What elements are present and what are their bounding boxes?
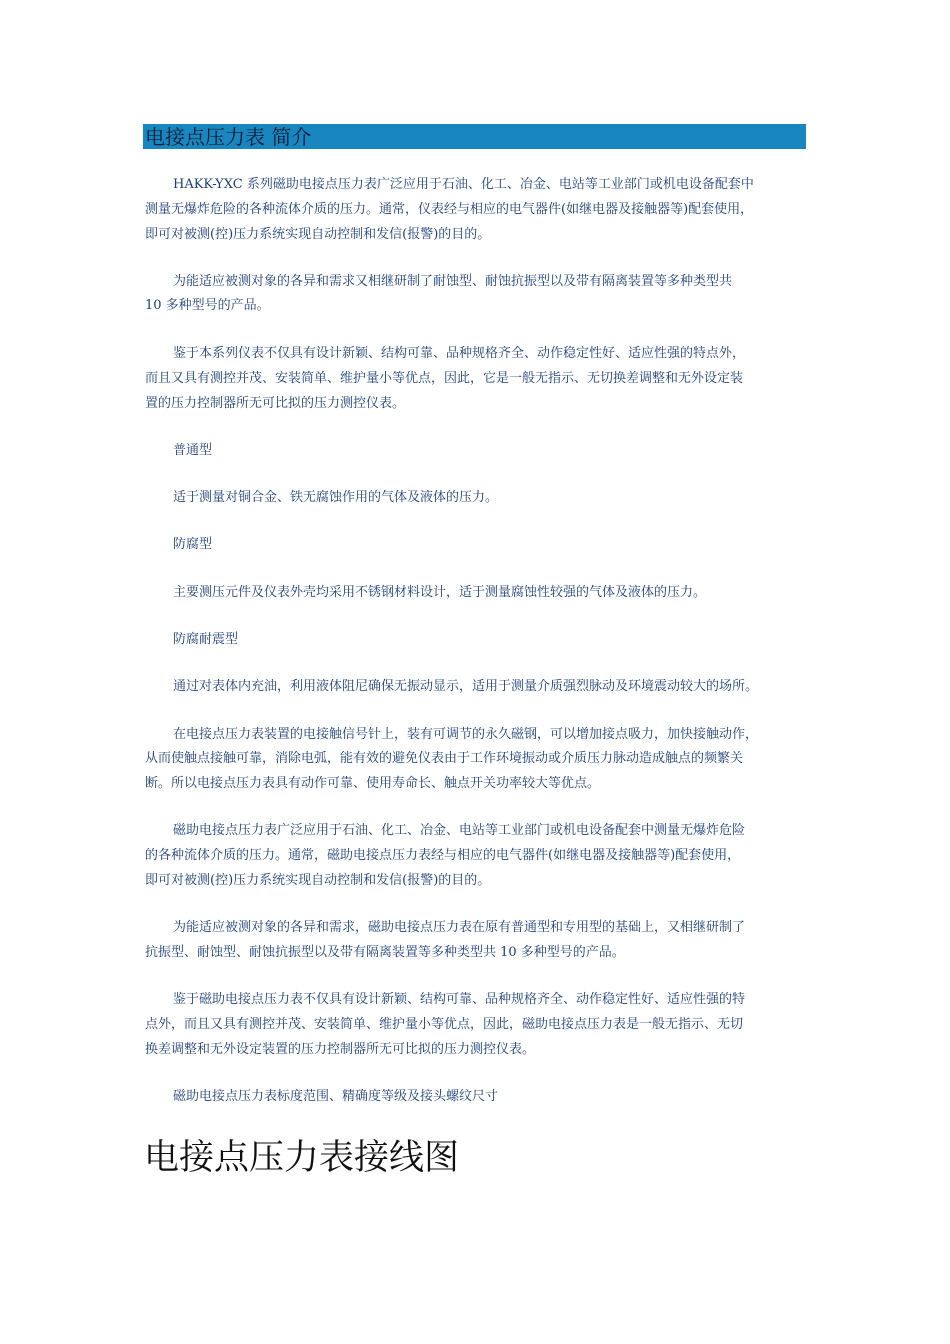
type-heading-anticorrosion: 防腐型 (173, 537, 213, 552)
paragraph-13-line-3: 换差调整和无外设定装置的压力控制器所无可比拟的压力测控仪表。 (145, 1042, 536, 1057)
paragraph-2-line-2: 10 多种型号的产品。 (145, 298, 270, 313)
type-heading-normal: 普通型 (173, 443, 213, 458)
wiring-diagram-heading: 电接点压力表接线图 (144, 1138, 460, 1178)
paragraph-3-line-2: 而且又具有测控并茂、安装简单、维护量小等优点，因此，它是一般无指示、无切换差调整和无外设定装 (145, 371, 744, 386)
paragraph-12-line-2: 抗振型、耐蚀型、耐蚀抗振型以及带有隔离装置等多种类型共 10 多种型号的产品。 (145, 945, 625, 960)
type-description-anticorrosion-shockproof: 通过对表体内充油，利用液体阻尼确保无振动显示，适用于测量介质强烈脉动及环境震动较大的场所。 (173, 679, 759, 694)
paragraph-11-line-1: 磁助电接点压力表广泛应用于石油、化工、冶金、电站等工业部门或机电设备配套中测量无爆炸危险 (173, 823, 746, 838)
paragraph-11-line-3: 即可对被测(控)压力系统实现自动控制和发信(报警)的目的。 (145, 873, 491, 888)
paragraph-1-line-1: HAKK-YXC 系列磁助电接点压力表广泛应用于石油、化工、冶金、电站等工业部门或机电设备配套中 (173, 177, 754, 192)
paragraph-12-line-1: 为能适应被测对象的各异和需求，磁助电接点压力表在原有普通型和专用型的基础上，又相继研制了 (173, 920, 746, 935)
paragraph-3-line-1: 鉴于本系列仪表不仅具有设计新颖、结构可靠、品种规格齐全、动作稳定性好、适应性强的特点外， (173, 346, 746, 361)
paragraph-1-line-2: 测量无爆炸危险的各种流体介质的压力。通常，仪表经与相应的电气器件(如继电器及接触器等)配套使用， (145, 202, 754, 217)
type-description-anticorrosion: 主要测压元件及仪表外壳均采用不锈钢材料设计，适于测量腐蚀性较强的气体及液体的压力。 (173, 585, 707, 600)
type-description-normal: 适于测量对铜合金、铁无腐蚀作用的气体及液体的压力。 (173, 490, 499, 505)
paragraph-13-line-2: 点外，而且又具有测控并茂、安装简单、维护量小等优点，因此，磁助电接点压力表是一般无指示、无切 (145, 1017, 744, 1032)
paragraph-13-line-1: 鉴于磁助电接点压力表不仅具有设计新颖、结构可靠、品种规格齐全、动作稳定性好、适应性强的特 (173, 992, 746, 1007)
section-title: 电接点压力表 简介 (145, 125, 312, 149)
paragraph-11-line-2: 的各种流体介质的压力。通常，磁助电接点压力表经与相应的电气器件(如继电器及接触器等)配套使用， (145, 848, 741, 863)
paragraph-14-line-1: 磁助电接点压力表标度范围、精确度等级及接头螺纹尺寸 (173, 1089, 499, 1104)
paragraph-10-line-2: 从而使触点接触可靠，消除电弧，能有效的避免仪表由于工作环境振动或介质压力脉动造成触点的频繁关 (145, 751, 744, 766)
paragraph-10-line-1: 在电接点压力表装置的电接触信号针上，装有可调节的永久磁钢，可以增加接点吸力，加快接触动作， (173, 727, 759, 742)
section-banner (143, 124, 806, 149)
paragraph-2-line-1: 为能适应被测对象的各异和需求又相继研制了耐蚀型、耐蚀抗振型以及带有隔离装置等多种类型共 (173, 274, 733, 289)
paragraph-1-line-3: 即可对被测(控)压力系统实现自动控制和发信(报警)的目的。 (145, 227, 491, 242)
paragraph-10-line-3: 断。所以电接点压力表具有动作可靠、使用寿命长、触点开关功率较大等优点。 (145, 776, 601, 791)
paragraph-3-line-3: 置的压力控制器所无可比拟的压力测控仪表。 (145, 396, 406, 411)
type-heading-anticorrosion-shockproof: 防腐耐震型 (173, 632, 239, 647)
